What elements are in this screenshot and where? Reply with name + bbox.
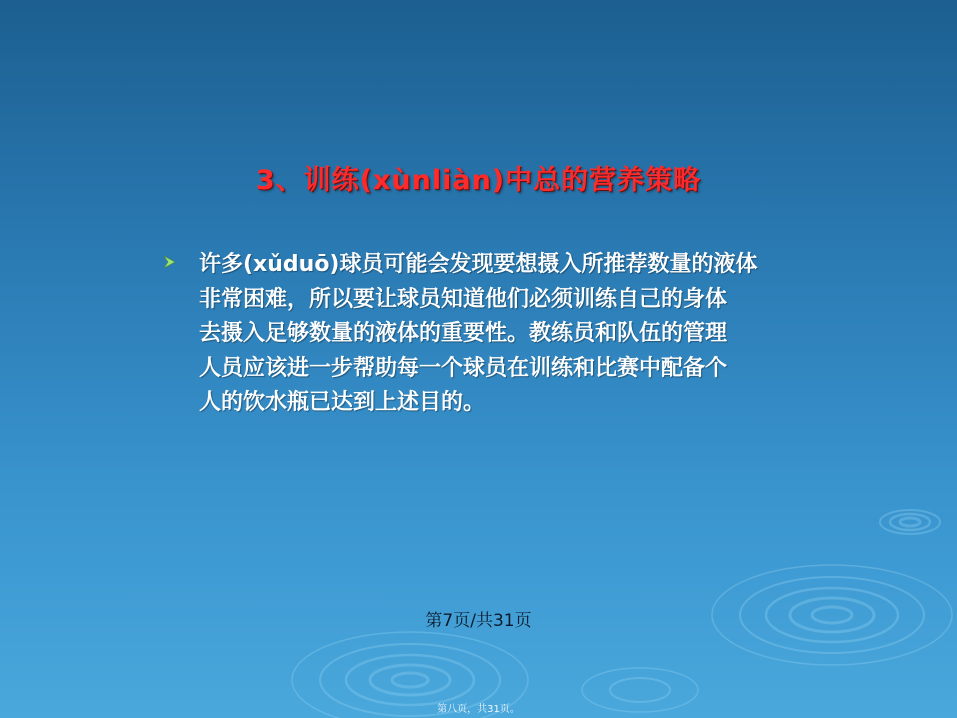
bullet-paragraph [199, 248, 799, 421]
bullet-line: 非常困难，所以要让球员知道他们必须训练自己的身体 [199, 286, 728, 312]
slide-title: 3、训练(xùnliàn)中总的营养策略 [255, 165, 702, 196]
bullet-line: 人的饮水瓶已达到上述目的。 [199, 390, 486, 415]
footer-note: 第八页，共31页。 [437, 704, 520, 715]
bullet-line: 许多(xǔduō)球员可能会发现要想摄入所推荐数量的液体 [199, 252, 758, 277]
page-indicator: 第7页/共31页 [425, 611, 532, 631]
bullet-line: 去摄入足够数量的液体的重要性。教练员和队伍的管理 [199, 321, 728, 346]
bullet-line: 人员应该进一步帮助每一个球员在训练和比赛中配备个 [199, 355, 728, 381]
bullet-list [163, 248, 803, 421]
list-item [163, 248, 803, 421]
chevron-arrow-icon [163, 248, 199, 273]
